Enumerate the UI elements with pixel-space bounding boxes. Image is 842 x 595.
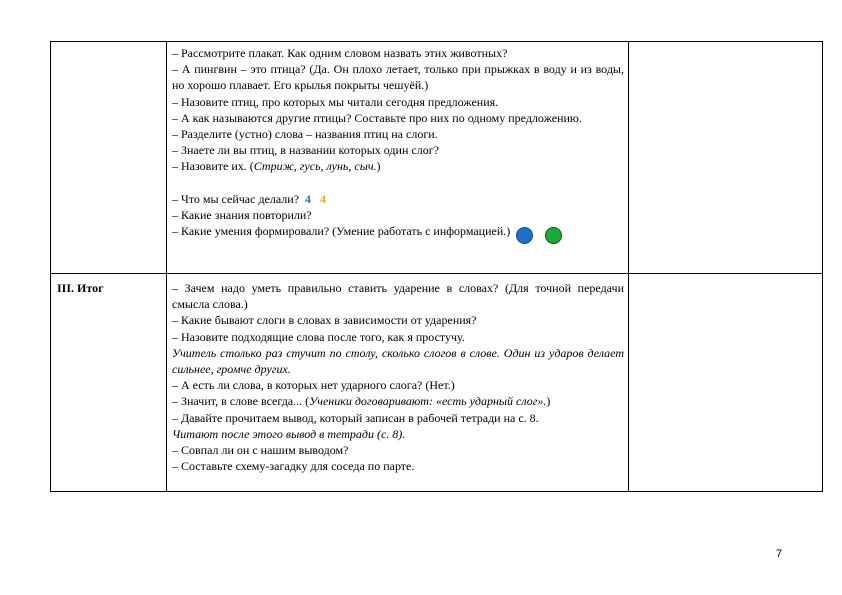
green-circle-icon (545, 227, 562, 244)
text-line: – Какие знания повторили? (172, 207, 312, 222)
text-line: – Рассмотрите плакат. Как одним словом назвать этих животных? (172, 46, 508, 60)
lesson-plan-table (50, 41, 823, 492)
text-line: – Зачем надо уметь правильно ставить ударение в словах? (Для точной передачи смысла слова.) (172, 281, 624, 312)
text-line: – Назовите птиц, про которых мы читали сегодня предложения. (172, 94, 499, 109)
text-line: – Знаете ли вы птиц, в названии которых один слог? (172, 143, 439, 158)
blue-number-badge: 4 (305, 191, 312, 206)
orange-number-badge: 4 (320, 191, 327, 206)
notes-cell (629, 274, 823, 492)
content-cell (167, 42, 629, 274)
italic-instruction: Читают после этого вывод в тетради (с. 8). (172, 426, 406, 441)
text-line: – Что мы сейчас делали? 4 4 (172, 191, 327, 206)
blue-circle-icon (516, 227, 533, 244)
text-line: – Значит, в слове всегда... (Ученики договаривают: «есть ударный слог».) (172, 394, 551, 409)
text-line: – Назовите подходящие слова после того, как я простучу. (172, 329, 465, 344)
stage-cell: III. Итог (51, 274, 167, 492)
text-line: – Какие бывают слоги в словах в зависимости от ударения? (172, 313, 477, 328)
stage-cell (51, 42, 167, 274)
text-line: – А пингвин – это птица? (Да. Он плохо летает, только при прыжках в воду и из воды, но хорошо плавает. Его крылья покрыты чешуёй.) (172, 62, 624, 93)
italic-instruction: Учитель столько раз стучит по столу, сколько слогов в слове. Один из ударов делает сильнее, громче других. (172, 345, 624, 377)
text-line: – А как называются другие птицы? Составьте про них по одному предложению. (172, 110, 582, 125)
text-line: – А есть ли слова, в которых нет ударного слога? (Нет.) (172, 378, 455, 393)
notes-cell (629, 42, 823, 274)
text-line: – Совпал ли он с нашим выводом? (172, 443, 349, 458)
text-line: – Назовите их. (Стриж, гусь, лунь, сыч.) (172, 159, 381, 174)
table-row (51, 42, 823, 274)
text-line: – Давайте прочитаем вывод, который записан в рабочей тетради на с. 8. (172, 410, 539, 425)
text-line: – Какие умения формировали? (Умение работать с информацией.) (172, 223, 624, 241)
page-number: 7 (776, 548, 783, 560)
text-line: – Разделите (устно) слова – названия птиц на слоги. (172, 127, 438, 142)
text-line: – Составьте схему-загадку для соседа по парте. (172, 459, 415, 474)
table-row (51, 274, 823, 492)
content-cell (167, 274, 629, 492)
